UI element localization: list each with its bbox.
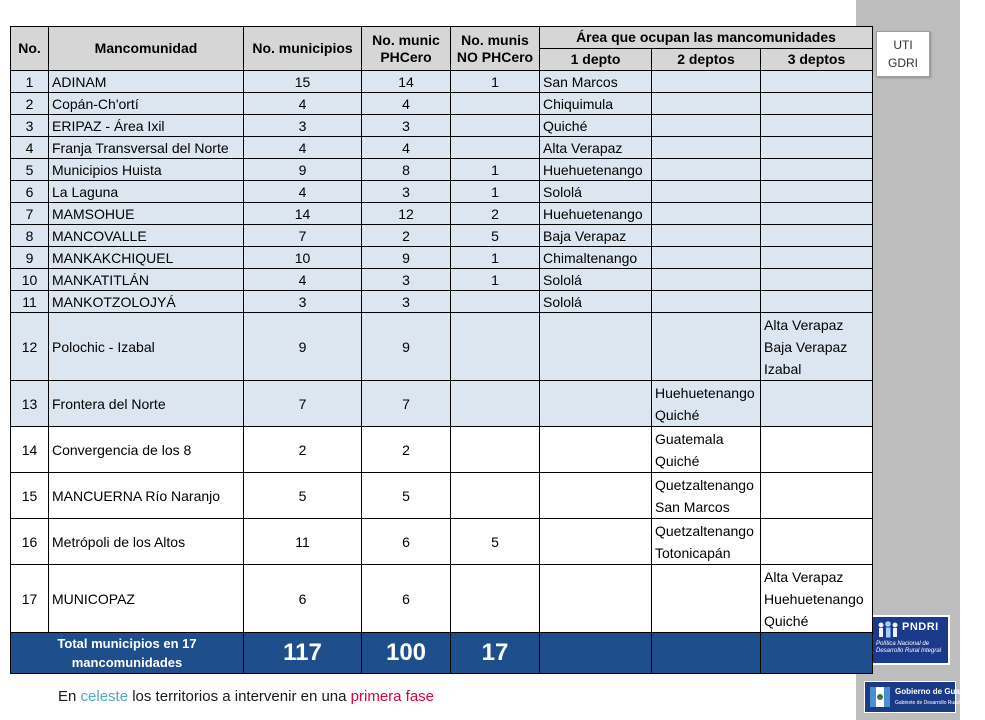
cell-no-phcero — [451, 381, 540, 427]
cell-d1 — [540, 381, 652, 427]
cell-phcero: 5 — [362, 473, 451, 519]
pndri-mark: PNDRI — [902, 621, 939, 633]
table-row — [11, 225, 873, 247]
table-row — [11, 313, 873, 381]
table-row — [11, 93, 873, 115]
header-no-phcero — [451, 27, 540, 71]
cell-municipios: 3 — [244, 291, 362, 313]
cell-no: 2 — [11, 93, 49, 115]
header-nophcero-line1: No. munis — [461, 31, 529, 48]
cell-no: 14 — [11, 427, 49, 473]
header-no-municipios: No. municipios — [244, 27, 362, 71]
cell-mancomunidad: Franja Transversal del Norte — [49, 137, 244, 159]
cell-phcero: 3 — [362, 291, 451, 313]
header-no: No. — [11, 27, 49, 71]
cell-d1: Huehuetenango — [540, 203, 652, 225]
cell-d3 — [761, 473, 873, 519]
cell-d3 — [761, 71, 873, 93]
cell-no-phcero: 1 — [451, 247, 540, 269]
gobierno-subtitle: Gabinete de Desarrollo Rural Integral — [895, 700, 978, 706]
cell-no: 17 — [11, 565, 49, 633]
cell-d2 — [652, 71, 761, 93]
table-row — [11, 269, 873, 291]
header-3-deptos: 3 deptos — [761, 49, 873, 71]
department-name: Quiché — [655, 453, 700, 469]
cell-phcero: 9 — [362, 247, 451, 269]
footer-part2: los territorios a intervenir en una — [128, 688, 351, 705]
cell-mancomunidad: MANCUERNA Río Naranjo — [49, 473, 244, 519]
cell-mancomunidad: ERIPAZ - Área Ixil — [49, 115, 244, 137]
header-1-depto: 1 depto — [540, 49, 652, 71]
cell-no: 4 — [11, 137, 49, 159]
department-name: Quiché — [764, 613, 809, 629]
department-name: Baja Verapaz — [764, 339, 848, 355]
cell-phcero: 7 — [362, 381, 451, 427]
total-label — [11, 633, 244, 674]
cell-no-phcero: 5 — [451, 519, 540, 565]
cell-mancomunidad: MAMSOHUE — [49, 203, 244, 225]
cell-d2 — [652, 565, 761, 633]
cell-d3 — [761, 225, 873, 247]
footer-note — [58, 688, 434, 705]
cell-d2 — [652, 225, 761, 247]
cell-phcero: 2 — [362, 427, 451, 473]
cell-no-phcero — [451, 565, 540, 633]
cell-municipios: 6 — [244, 565, 362, 633]
cell-mancomunidad: Metrópoli de los Altos — [49, 519, 244, 565]
people-icon — [876, 621, 900, 639]
cell-no: 8 — [11, 225, 49, 247]
cell-mancomunidad: MANKATITLÁN — [49, 269, 244, 291]
cell-no: 9 — [11, 247, 49, 269]
cell-municipios: 15 — [244, 71, 362, 93]
cell-no: 5 — [11, 159, 49, 181]
cell-municipios: 4 — [244, 93, 362, 115]
footer-celeste: celeste — [80, 688, 129, 705]
header-phcero-line2: PHCero — [380, 48, 432, 65]
cell-municipios: 7 — [244, 381, 362, 427]
department-name: Huehuetenango — [764, 591, 864, 607]
cell-mancomunidad: MANKAKCHIQUEL — [49, 247, 244, 269]
cell-phcero: 8 — [362, 159, 451, 181]
cell-no-phcero — [451, 427, 540, 473]
table-row — [11, 565, 873, 633]
cell-mancomunidad: ADINAM — [49, 71, 244, 93]
cell-d2 — [652, 381, 761, 427]
cell-d3 — [761, 381, 873, 427]
cell-d1: Baja Verapaz — [540, 225, 652, 247]
mancomunidades-table — [10, 26, 873, 674]
cell-d2 — [652, 115, 761, 137]
cell-no-phcero: 1 — [451, 181, 540, 203]
cell-no: 7 — [11, 203, 49, 225]
cell-municipios: 9 — [244, 313, 362, 381]
total-empty-cell — [652, 633, 761, 674]
cell-municipios: 4 — [244, 181, 362, 203]
department-name: Guatemala — [655, 431, 724, 447]
header-2-deptos: 2 deptos — [652, 49, 761, 71]
cell-d1: San Marcos — [540, 71, 652, 93]
cell-municipios: 4 — [244, 137, 362, 159]
cell-no: 16 — [11, 519, 49, 565]
cell-d1: Chimaltenango — [540, 247, 652, 269]
cell-no: 6 — [11, 181, 49, 203]
header-nophcero-line2: NO PHCero — [456, 48, 534, 65]
total-empty-cell — [540, 633, 652, 674]
table-row — [11, 381, 873, 427]
cell-municipios: 11 — [244, 519, 362, 565]
cell-no: 15 — [11, 473, 49, 519]
header-phcero — [362, 27, 451, 71]
cell-d1: Quiché — [540, 115, 652, 137]
cell-d2 — [652, 181, 761, 203]
cell-d2 — [652, 313, 761, 381]
table-row — [11, 519, 873, 565]
cell-mancomunidad: MANCOVALLE — [49, 225, 244, 247]
cell-d2 — [652, 203, 761, 225]
cell-municipios: 3 — [244, 115, 362, 137]
cell-d2 — [652, 427, 761, 473]
gobierno-title: Gobierno de Guatemala — [895, 687, 985, 696]
department-name: Quiché — [655, 407, 700, 423]
table-row — [11, 181, 873, 203]
pndri-subtitle: Política Nacional de Desarrollo Rural Integral — [876, 641, 942, 654]
cell-phcero: 6 — [362, 565, 451, 633]
cell-d3 — [761, 519, 873, 565]
cell-municipios: 10 — [244, 247, 362, 269]
pndri-logo — [870, 615, 950, 665]
cell-mancomunidad: Convergencia de los 8 — [49, 427, 244, 473]
table-row — [11, 427, 873, 473]
cell-no: 12 — [11, 313, 49, 381]
cell-d3 — [761, 247, 873, 269]
cell-d2 — [652, 137, 761, 159]
cell-no-phcero: 2 — [451, 203, 540, 225]
cell-mancomunidad: La Laguna — [49, 181, 244, 203]
cell-phcero: 9 — [362, 313, 451, 381]
department-name: San Marcos — [655, 499, 730, 515]
table-row — [11, 71, 873, 93]
cell-municipios: 5 — [244, 473, 362, 519]
gobierno-logo — [864, 681, 985, 713]
cell-d1 — [540, 313, 652, 381]
cell-no-phcero: 1 — [451, 71, 540, 93]
total-row — [11, 633, 873, 674]
cell-d3 — [761, 137, 873, 159]
cell-d1 — [540, 427, 652, 473]
cell-d2 — [652, 473, 761, 519]
cell-d3 — [761, 93, 873, 115]
department-name: Totonicapán — [655, 545, 731, 561]
cell-d1 — [540, 519, 652, 565]
cell-no: 1 — [11, 71, 49, 93]
cell-no-phcero — [451, 137, 540, 159]
department-name: Huehuetenango — [655, 385, 755, 401]
cell-phcero: 2 — [362, 225, 451, 247]
table-row — [11, 115, 873, 137]
cell-no-phcero: 1 — [451, 159, 540, 181]
cell-d2 — [652, 291, 761, 313]
cell-municipios: 2 — [244, 427, 362, 473]
table-body — [11, 71, 873, 674]
cell-no-phcero — [451, 473, 540, 519]
table-row — [11, 247, 873, 269]
table-row — [11, 291, 873, 313]
cell-d1: Huehuetenango — [540, 159, 652, 181]
cell-phcero: 4 — [362, 137, 451, 159]
cell-no-phcero — [451, 291, 540, 313]
cell-no: 11 — [11, 291, 49, 313]
cell-no: 10 — [11, 269, 49, 291]
cell-mancomunidad: Municipios Huista — [49, 159, 244, 181]
header-mancomunidad: Mancomunidad — [49, 27, 244, 71]
cell-d3 — [761, 115, 873, 137]
total-label-line: mancomunidades — [71, 655, 183, 670]
cell-d1: Chiquimula — [540, 93, 652, 115]
table-row — [11, 473, 873, 519]
total-nophcero: 17 — [451, 633, 540, 674]
cell-phcero: 6 — [362, 519, 451, 565]
cell-mancomunidad: Copán-Ch'ortí — [49, 93, 244, 115]
department-name: Alta Verapaz — [764, 317, 844, 333]
table-row — [11, 159, 873, 181]
cell-no: 13 — [11, 381, 49, 427]
cell-mancomunidad: Frontera del Norte — [49, 381, 244, 427]
department-name: Quetzaltenango — [655, 523, 754, 539]
coat-of-arms-icon — [869, 686, 891, 708]
cell-d3 — [761, 269, 873, 291]
cell-municipios: 9 — [244, 159, 362, 181]
cell-d2 — [652, 247, 761, 269]
cell-d3 — [761, 313, 873, 381]
cell-d1 — [540, 565, 652, 633]
cell-phcero: 3 — [362, 115, 451, 137]
cell-d3 — [761, 181, 873, 203]
cell-d1: Sololá — [540, 269, 652, 291]
header-area: Área que ocupan las mancomunidades — [540, 27, 873, 49]
cell-d3 — [761, 565, 873, 633]
cell-no-phcero: 5 — [451, 225, 540, 247]
department-name: Izabal — [764, 361, 802, 377]
table-row — [11, 137, 873, 159]
uti-gdri-box — [876, 31, 930, 77]
cell-no-phcero — [451, 115, 540, 137]
cell-municipios: 14 — [244, 203, 362, 225]
header-phcero-line1: No. munic — [372, 31, 440, 48]
cell-no-phcero — [451, 313, 540, 381]
uti-label: UTI — [893, 38, 913, 52]
total-empty-cell — [761, 633, 873, 674]
cell-d2 — [652, 269, 761, 291]
cell-d3 — [761, 203, 873, 225]
footer-primera: primera fase — [350, 688, 435, 705]
cell-d1 — [540, 473, 652, 519]
total-phcero: 100 — [362, 633, 451, 674]
cell-mancomunidad: MUNICOPAZ — [49, 565, 244, 633]
cell-municipios: 4 — [244, 269, 362, 291]
total-munis: 117 — [244, 633, 362, 674]
table-row — [11, 203, 873, 225]
cell-no-phcero — [451, 93, 540, 115]
cell-d3 — [761, 291, 873, 313]
cell-phcero: 12 — [362, 203, 451, 225]
cell-d2 — [652, 519, 761, 565]
cell-d1: Sololá — [540, 291, 652, 313]
cell-phcero: 3 — [362, 181, 451, 203]
gdri-label: GDRI — [888, 56, 918, 70]
cell-d1: Sololá — [540, 181, 652, 203]
cell-d2 — [652, 159, 761, 181]
cell-d2 — [652, 93, 761, 115]
footer-part1: En — [58, 688, 81, 705]
department-name: Alta Verapaz — [764, 569, 844, 585]
cell-d3 — [761, 427, 873, 473]
cell-d3 — [761, 159, 873, 181]
cell-mancomunidad: Polochic - Izabal — [49, 313, 244, 381]
cell-phcero: 3 — [362, 269, 451, 291]
cell-municipios: 7 — [244, 225, 362, 247]
department-name: Quetzaltenango — [655, 477, 754, 493]
cell-no-phcero: 1 — [451, 269, 540, 291]
cell-phcero: 4 — [362, 93, 451, 115]
total-label-line: Total municipios en 17 — [57, 636, 197, 651]
cell-d1: Alta Verapaz — [540, 137, 652, 159]
cell-phcero: 14 — [362, 71, 451, 93]
cell-mancomunidad: MANKOTZOLOJYÁ — [49, 291, 244, 313]
cell-no: 3 — [11, 115, 49, 137]
